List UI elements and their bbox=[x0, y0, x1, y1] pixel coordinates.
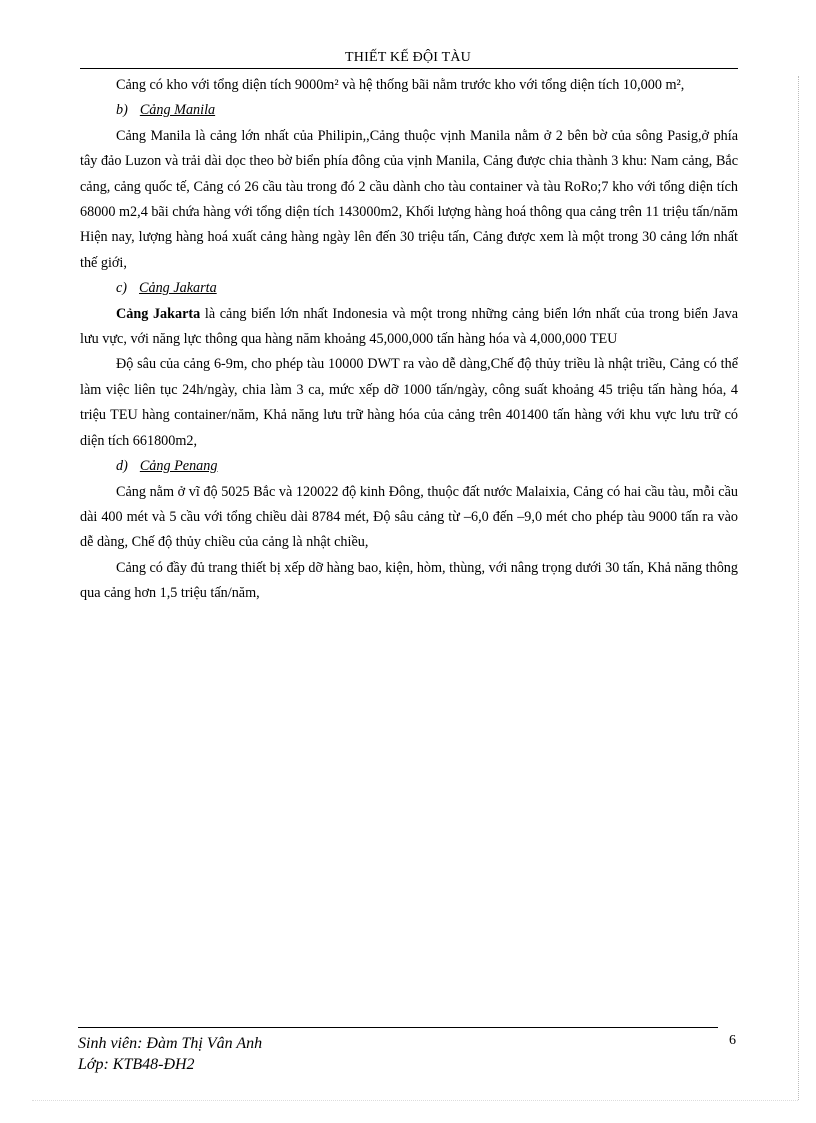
manila-paragraph: Cảng Manila là cảng lớn nhất của Philipin,,Cảng thuộc vịnh Manila nằm ở 2 bên bờ của sông Pasig,ở phía tây đảo Luzon và trải dài dọc theo bờ biển phía đông của vịnh Manila, Cảng được chia thành 3 khu: Nam cảng, Bắc cảng, cảng quốc tế, Cảng có 26 cầu tàu trong đó 2 cầu dành cho tàu container và tàu RoRo;7 kho với tổng diện tích 68000 m2,4 bãi chứa hàng với tổng diện tích 143000m2, Khối lượng hàng hoá thông qua cảng trên 11 triệu tấn/năm Hiện nay, lượng hàng hoá xuất cảng hàng ngày lên đến 30 triệu tấn, Cảng được xem là một trong 30 cảng lớn nhất thế giới, bbox=[80, 127, 738, 271]
page-number: 6 bbox=[729, 1033, 736, 1048]
page-footer bbox=[78, 1033, 262, 1075]
penang-paragraph-2: Cảng có đầy đủ trang thiết bị xếp dỡ hàng bao, kiện, hòm, thùng, với nâng trọng dưới 30 tấn, Khả năng thông qua cảng hơn 1,5 triệu tấn/năm, bbox=[80, 559, 738, 602]
section-title: Cảng Manila bbox=[139, 102, 216, 119]
section-title: Cảng Jakarta bbox=[139, 280, 217, 297]
intro-paragraph: Cảng có kho với tổng diện tích 9000m² và hệ thống bãi nằm trước kho với tổng diện tích 10,000 m², bbox=[116, 77, 685, 93]
paragraph-text: là cảng biển lớn nhất Indonesia và một trong những cảng biển lớn nhất của trong biển Java lưu vực, với năng lực thông qua hàng năm khoảng 45,000,000 tấn hàng hóa và 4,000,000 TEU bbox=[80, 305, 738, 348]
document-body bbox=[80, 73, 738, 607]
bold-lead: Cảng Jakarta bbox=[116, 305, 201, 322]
section-marker: b) bbox=[116, 102, 128, 119]
section-heading-manila bbox=[80, 98, 738, 123]
section-heading-penang bbox=[80, 454, 738, 479]
section-heading-jakarta bbox=[80, 276, 738, 301]
section-title: Cảng Penang bbox=[139, 458, 218, 475]
section-marker: c) bbox=[116, 280, 128, 297]
page-border-right bbox=[798, 76, 799, 1100]
footer-divider bbox=[78, 1027, 718, 1028]
footer-student: Sinh viên: Đàm Thị Vân Anh bbox=[78, 1035, 263, 1052]
jakarta-paragraph-1 bbox=[80, 302, 738, 353]
page-header-title: THIẾT KẾ ĐỘI TÀU bbox=[345, 50, 471, 65]
jakarta-paragraph-2: Độ sâu của cảng 6-9m, cho phép tàu 10000 DWT ra vào dễ dàng,Chế độ thủy triều là nhật triều, Cảng có thể làm việc liên tục 24h/ngày, chia làm 3 ca, mức xếp dỡ 1000 tấn/ngày, công suất khoảng 45 triệu tấn hàng hóa, 4 triệu TEU hàng container/năm, Khả năng lưu trữ hàng hóa của cảng trên 401400 tấn hàng với khu vực lưu trữ có diện tích 661800m2, bbox=[80, 356, 738, 449]
header-divider bbox=[80, 68, 738, 69]
page-border-bottom bbox=[32, 1100, 798, 1101]
penang-paragraph-1: Cảng nằm ở vĩ độ 5025 Bắc và 120022 độ kinh Đông, thuộc đất nước Malaixia, Cảng có hai cầu tàu, mỗi cầu dài 400 mét và 5 cầu với tổng chiều dài 8784 mét, Độ sâu cảng từ –6,0 đến –9,0 mét cho phép tàu 9000 tấn ra vào dễ dàng, Chế độ thủy chiều của cảng là nhật chiều, bbox=[80, 483, 738, 551]
footer-class: Lớp: KTB48-ĐH2 bbox=[78, 1056, 195, 1073]
section-marker: d) bbox=[116, 458, 128, 475]
